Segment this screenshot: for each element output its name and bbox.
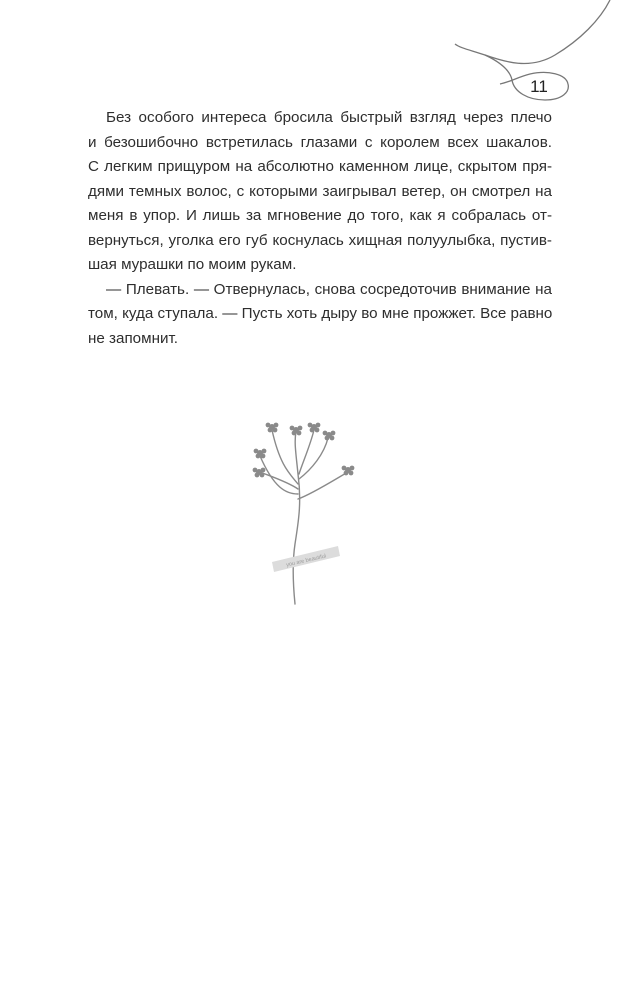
blossom	[253, 468, 266, 478]
text-line: дями темных волос, с которыми заигрывал ветер, он смотрел на	[88, 182, 552, 200]
text-line: шая мурашки по моим рукам.	[88, 256, 297, 273]
text-line: вернуться, уголка его губ коснулась хищная полуулыбка, пустив-	[88, 231, 552, 249]
text-line: и безошибочно встретилась глазами с королем всех шакалов.	[88, 133, 552, 151]
text-line: Без особого интереса бросила быстрый взгляд через плечо	[106, 109, 552, 126]
page-number: 11	[530, 77, 548, 96]
text-line: не запомнит.	[88, 329, 178, 347]
page-number-swirl-decoration	[0, 0, 644, 120]
flower-blossoms	[253, 423, 355, 478]
ribbon-text: you are beautiful	[285, 553, 327, 569]
blossom	[266, 423, 279, 433]
flower-ribbon	[272, 546, 340, 572]
body-text	[88, 106, 552, 351]
flower-illustration	[246, 414, 356, 610]
paragraph	[88, 106, 552, 278]
paragraph	[88, 278, 552, 352]
text-line: меня в упор. И лишь за мгновение до того, как я собралась от-	[88, 207, 552, 224]
flower-stems	[260, 430, 348, 604]
blossom	[254, 449, 267, 459]
blossom	[323, 431, 336, 441]
blossom	[308, 423, 321, 433]
text-line: — Плевать. — Отвернулась, снова сосредоточив внимание на	[106, 280, 552, 298]
blossom	[290, 426, 303, 436]
text-line: том, куда ступала. — Пусть хоть дыру во мне прожжет. Все равно	[88, 305, 553, 322]
text-line: С легким прищуром на абсолютно каменном лице, скрытом пря-	[88, 158, 552, 175]
